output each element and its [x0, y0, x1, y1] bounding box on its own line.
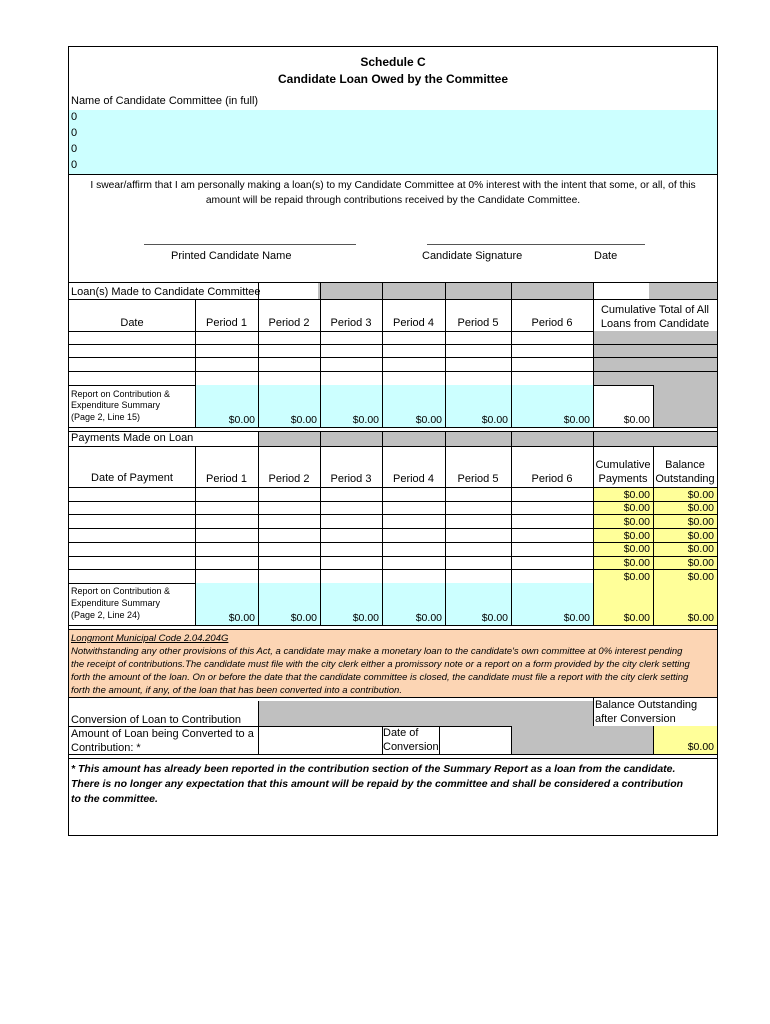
payment-row-balance	[653, 528, 717, 542]
payments-date-header: Date of Payment	[91, 472, 173, 484]
conversion-gray-cell	[511, 726, 653, 754]
payment-balance-value: $0.00	[687, 516, 714, 529]
payment-cumulative-value: $0.00	[623, 502, 650, 515]
signature-label: Candidate Signature	[422, 250, 523, 262]
payments-report-label: Report on Contribution &	[71, 586, 171, 596]
loans-period-4-header: Period 4	[393, 317, 434, 329]
payments-period-4-header: Period 4	[393, 473, 434, 485]
payment-row-cumulative	[593, 514, 653, 528]
payments-total-period-1	[195, 583, 258, 625]
payments-balance-value: $0.00	[687, 612, 714, 624]
payment-cumulative-value: $0.00	[623, 543, 650, 556]
amount-converted-label: Contribution: *	[71, 742, 141, 754]
payment-cumulative-value: $0.00	[623, 570, 650, 583]
payments-period-5-header: Period 5	[457, 473, 499, 485]
loans-period-2-header: Period 2	[268, 317, 310, 329]
payment-cumulative-value: $0.00	[623, 488, 650, 501]
payments-total-value: $0.00	[481, 612, 508, 624]
loans-report-label: Report on Contribution &	[71, 389, 171, 399]
payments-report-label: Expenditure Summary	[71, 598, 161, 608]
affirmation-text: I swear/affirm that I am personally making a loan(s) to my Candidate Committee at 0% interest with the intent that some, or all, of this	[90, 180, 696, 191]
payments-period-3-header: Period 3	[330, 473, 372, 485]
loans-total-value: $0.00	[415, 414, 442, 426]
payment-cumulative-value: $0.00	[623, 557, 650, 570]
loans-total-value: $0.00	[352, 414, 379, 426]
committee-name-line: 0	[71, 111, 78, 123]
conversion-date-label: Conversion	[383, 741, 439, 753]
committee-name-line: 0	[71, 143, 78, 155]
payments-cumulative-header: Payments	[598, 473, 648, 485]
payments-cumulative-total	[593, 583, 653, 625]
payment-row-balance	[653, 487, 717, 501]
payments-total-value: $0.00	[563, 612, 590, 624]
form-subtitle: Candidate Loan Owed by the Committee	[277, 72, 509, 86]
payment-row-balance	[653, 501, 717, 515]
payment-balance-value: $0.00	[687, 557, 714, 570]
printed-name-line[interactable]	[144, 244, 356, 245]
payments-balance-header: Outstanding	[655, 473, 715, 485]
payments-total-value: $0.00	[352, 612, 379, 624]
loans-gray-band	[318, 282, 593, 300]
form-title: Schedule C	[360, 55, 426, 69]
loans-cumulative-header: Loans from Candidate	[600, 318, 710, 330]
footnote-text: to the committee.	[71, 793, 158, 805]
payments-period-6-header: Period 6	[531, 473, 573, 485]
loans-section-label: Loan(s) Made to Candidate Committee	[71, 286, 261, 298]
payments-total-value: $0.00	[415, 612, 442, 624]
payment-row-cumulative	[593, 542, 653, 556]
payment-row-cumulative	[593, 528, 653, 542]
payment-balance-value: $0.00	[687, 570, 714, 583]
payments-cumulative-value: $0.00	[623, 612, 650, 624]
payments-report-label: (Page 2, Line 24)	[71, 610, 141, 620]
conversion-date-label: Date of	[383, 727, 419, 739]
loans-total-period-1	[195, 385, 258, 427]
payment-cumulative-value: $0.00	[623, 529, 650, 542]
payments-gray-band	[258, 431, 717, 446]
loans-total-period-2	[258, 385, 320, 427]
municipal-code-heading: Longmont Municipal Code 2.04.204G	[71, 633, 229, 644]
date-label: Date	[594, 250, 618, 262]
loans-cumulative-gray	[593, 331, 717, 385]
amount-converted-label: Amount of Loan being Converted to a	[71, 728, 254, 740]
footnote-text: There is no longer any expectation that this amount will be repaid by the committee and shall be considered a contribution	[71, 778, 684, 790]
payment-row-cumulative	[593, 487, 653, 501]
amount-converted-input[interactable]	[258, 726, 382, 754]
payments-balance-total	[653, 583, 717, 625]
payment-row-cumulative	[593, 569, 653, 583]
payments-balance-header: Balance	[665, 459, 705, 471]
municipal-code-text: Notwithstanding any other provisions of this Act, a candidate may make a monetary loan to the candidate's own committee at 0% interest pending	[71, 646, 683, 657]
payments-total-value: $0.00	[228, 612, 255, 624]
payment-row-balance	[653, 514, 717, 528]
payment-balance-value: $0.00	[687, 488, 714, 501]
loans-total-period-3	[320, 385, 382, 427]
loans-report-gray	[653, 385, 717, 427]
payment-balance-value: $0.00	[687, 502, 714, 515]
committee-name-line: 0	[71, 159, 78, 171]
schedule-c-form	[68, 46, 718, 836]
loans-total-period-4	[382, 385, 445, 427]
loans-date-header: Date	[120, 317, 144, 329]
payment-balance-value: $0.00	[687, 543, 714, 556]
loans-total-period-6	[511, 385, 593, 427]
signature-line[interactable]	[427, 244, 645, 245]
municipal-code-text: forth the amount, if any, of the loan that has been converted into a contribution.	[71, 685, 402, 696]
payments-period-2-header: Period 2	[268, 473, 310, 485]
municipal-code-block	[69, 629, 717, 697]
loans-total-value: $0.00	[481, 414, 508, 426]
payment-cumulative-value: $0.00	[623, 516, 650, 529]
printed-name-label: Printed Candidate Name	[171, 250, 292, 262]
municipal-code-text: forth the amount of the loan. On or before the date that the candidate committee is closed, the candidate must file a report with the city clerk setting	[71, 672, 689, 683]
loans-period-1-header: Period 1	[206, 317, 247, 329]
balance-after-label: after Conversion	[595, 713, 676, 725]
loans-cumulative-total	[593, 385, 653, 427]
municipal-code-text: the receipt of contributions.The candidate must file with the city clerk either a promissory note or a report on a form provided by the city clerk setting	[71, 659, 690, 670]
loans-total-value: $0.00	[228, 414, 255, 426]
balance-after-value: $0.00	[687, 741, 714, 753]
conversion-gray-band	[258, 701, 593, 726]
conversion-section-label: Conversion of Loan to Contribution	[71, 714, 241, 726]
payments-total-value: $0.00	[290, 612, 317, 624]
payments-total-period-4	[382, 583, 445, 625]
conversion-date-input[interactable]	[439, 726, 511, 754]
committee-name-line: 0	[71, 127, 78, 139]
payment-row-balance	[653, 556, 717, 570]
payments-period-1-header: Period 1	[206, 473, 247, 485]
loans-period-3-header: Period 3	[330, 317, 372, 329]
committee-name-field[interactable]	[69, 110, 717, 174]
loans-total-value: $0.00	[563, 414, 590, 426]
loans-report-label: (Page 2, Line 15)	[71, 412, 141, 422]
payments-total-period-6	[511, 583, 593, 625]
payments-cumulative-header: Cumulative	[595, 459, 651, 471]
loans-gray-band	[649, 282, 717, 300]
payments-total-period-5	[445, 583, 511, 625]
balance-after-conversion-value	[653, 726, 717, 754]
loans-period-5-header: Period 5	[457, 317, 499, 329]
payment-row-balance	[653, 569, 717, 583]
loans-cumulative-value: $0.00	[623, 414, 650, 426]
loans-total-period-5	[445, 385, 511, 427]
loans-cumulative-header: Cumulative Total of All	[600, 304, 710, 316]
footnote-text: * This amount has already been reported in the contribution section of the Summary Report as a loan from the candidate.	[71, 763, 676, 775]
loans-total-value: $0.00	[290, 414, 317, 426]
payment-balance-value: $0.00	[687, 529, 714, 542]
payments-total-period-2	[258, 583, 320, 625]
payment-row-cumulative	[593, 501, 653, 515]
loans-period-6-header: Period 6	[531, 317, 573, 329]
balance-after-label: Balance Outstanding	[595, 699, 698, 711]
payments-section-label: Payments Made on Loan	[71, 432, 194, 444]
payments-total-period-3	[320, 583, 382, 625]
loans-report-label: Expenditure Summary	[71, 400, 161, 410]
payment-row-balance	[653, 542, 717, 556]
payment-row-cumulative	[593, 556, 653, 570]
affirmation-text: amount will be repaid through contributions received by the Candidate Committee.	[205, 195, 581, 206]
committee-name-label: Name of Candidate Committee (in full)	[71, 95, 259, 107]
